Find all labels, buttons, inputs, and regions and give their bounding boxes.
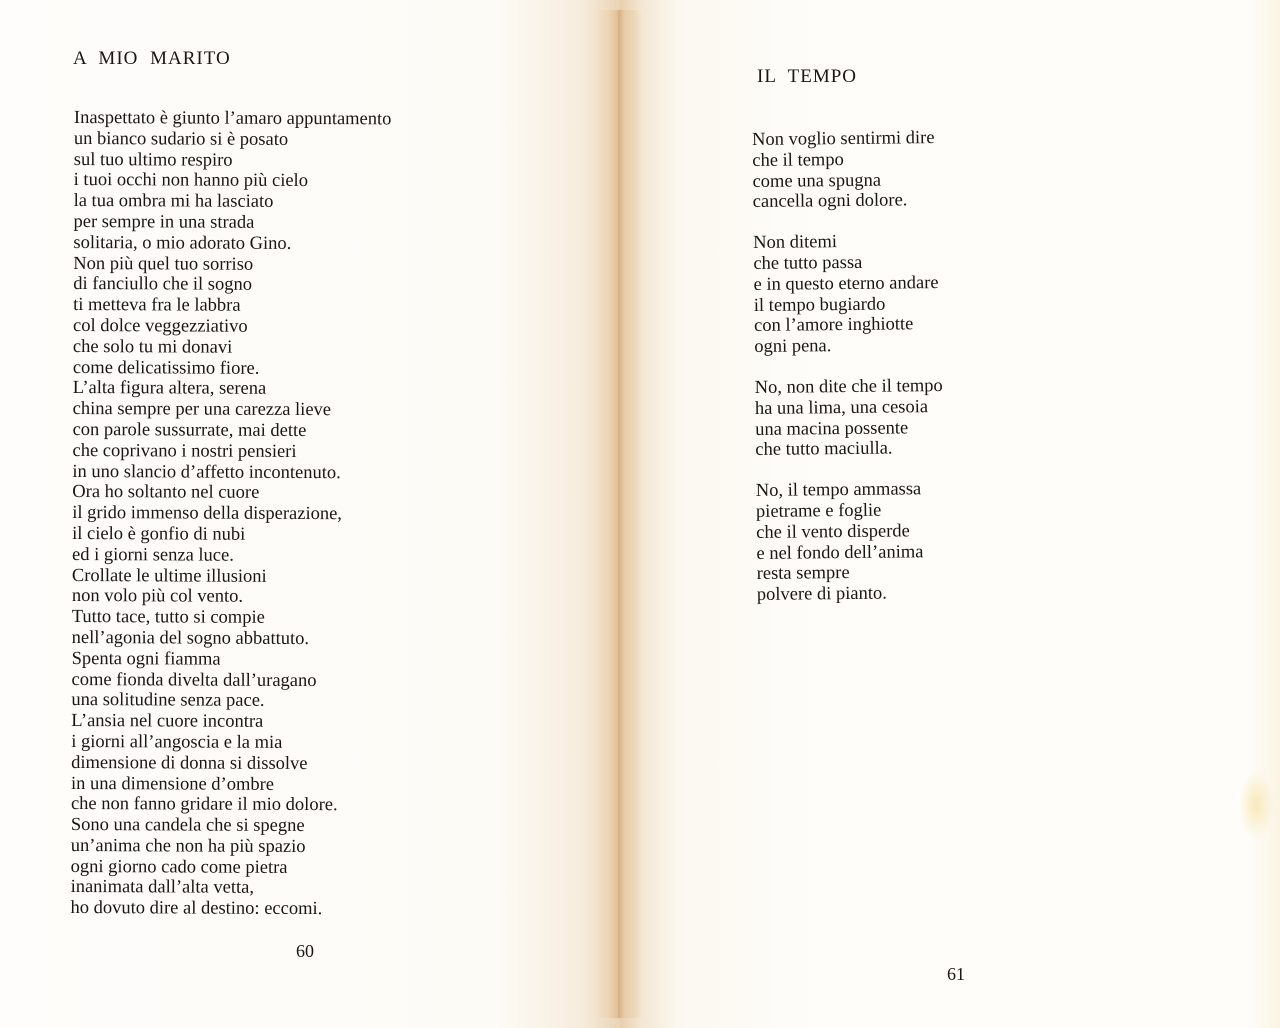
poem-body-right — [752, 128, 945, 626]
poem-line: e in questo eterno andare — [753, 272, 939, 295]
page-number-right: 61 — [947, 964, 965, 984]
page-number-left: 60 — [296, 941, 314, 961]
poem-line: No, il tempo ammassa — [755, 479, 922, 502]
poem-line: Inaspettato è giunto l’amaro appuntamento — [73, 108, 392, 130]
poem-line: ogni giorno cado come pietra — [70, 856, 288, 878]
poem-line: pietrame e foglie — [755, 500, 882, 522]
poem-line: una macina possente — [755, 417, 909, 440]
poem-line: Ora ho soltanto nel cuore — [72, 482, 260, 504]
poem-line: solitaria, o mio adorato Gino. — [73, 232, 292, 254]
poem-line: Tutto tace, tutto si compie — [71, 607, 265, 628]
poem-line: che solo tu mi donavi — [72, 336, 233, 358]
poem-stanza — [755, 376, 944, 461]
left-page — [0, 0, 620, 1028]
poem-line: la tua ombra mi ha lasciato — [73, 191, 274, 213]
poem-line: i giorni all’angoscia e la mia — [71, 731, 283, 753]
poem-line: sul tuo ultimo respiro — [73, 149, 233, 171]
poem-line: Sono una candela che si spegne — [70, 815, 305, 837]
poem-line: come fionda divelta dall’uragano — [71, 669, 317, 691]
right-page — [620, 0, 1280, 1028]
poem-stanza — [752, 128, 941, 213]
poem-line: i tuoi occhi non hanno più cielo — [73, 170, 309, 192]
poem-line: dimensione di donna si dissolve — [71, 752, 308, 774]
poem-line: che tutto maciulla. — [755, 438, 893, 461]
poem-line: di fanciullo che il sogno — [73, 274, 253, 296]
poem-line: col dolce veggezziativo — [73, 315, 248, 337]
poem-line: il cielo è gonfio di nubi — [72, 523, 246, 545]
poem-line: inanimata dall’alta vetta, — [70, 877, 255, 899]
poem-line: che il vento disperde — [756, 521, 910, 543]
poem-line: L’alta figura altera, serena — [72, 378, 267, 400]
poem-line: e nel fondo dell’anima — [756, 541, 924, 564]
poem-line: per sempre in una strada — [73, 211, 255, 233]
poem-line: resta sempre — [756, 563, 850, 585]
poem-title-left: A MIO MARITO — [73, 48, 231, 69]
poem-line: con l’amore inghiotte — [753, 314, 914, 337]
paper-stain — [1238, 770, 1274, 840]
poem-line: ogni pena. — [754, 336, 832, 358]
poem-line: ho dovuto dire al destino: eccomi. — [70, 898, 323, 920]
poem-line: che il tempo — [752, 149, 844, 171]
poem-line: ha una lima, una cesoia — [754, 396, 929, 419]
poem-line: come delicatissimo fiore. — [72, 357, 260, 379]
poem-line: polvere di pianto. — [756, 583, 887, 606]
poem-line: china sempre per una carezza lieve — [72, 399, 332, 421]
poem-line: cancella ogni dolore. — [752, 190, 908, 213]
poem-line: Non più quel tuo sorriso — [73, 253, 254, 275]
poem-line: che tutto passa — [753, 252, 863, 274]
poem-line: ed i giorni senza luce. — [72, 544, 234, 566]
poem-line: ti metteva fra le labbra — [73, 295, 241, 316]
poem-stanza — [753, 231, 942, 358]
poem-line: Non ditemi — [753, 232, 838, 254]
poem-line: un bianco sudario si è posato — [73, 128, 289, 150]
poem-line: che non fanno gridare il mio dolore. — [70, 794, 338, 816]
poem-body-left — [70, 108, 391, 920]
poem-line: L’ansia nel cuore incontra — [71, 711, 264, 732]
poem-line: come una spugna — [752, 170, 882, 192]
poem-line: una solitudine senza pace. — [71, 690, 265, 712]
poem-line: Spenta ogni fiamma — [71, 648, 221, 670]
poem-line: nell’agonia del sogno abbattuto. — [71, 627, 310, 649]
poem-line: in uno slancio d’affetto incontenuto. — [72, 461, 341, 483]
poem-line: il grido immenso della disperazione, — [72, 503, 343, 525]
poem-line: No, non dite che il tempo — [754, 375, 943, 398]
poem-line: con parole sussurrate, mai dette — [72, 419, 307, 441]
poem-line: in una dimensione d’ombre — [71, 773, 275, 795]
poem-line: il tempo bugiardo — [753, 294, 886, 316]
poem-line: che coprivano i nostri pensieri — [72, 440, 297, 462]
poem-line: Non voglio sentirmi dire — [752, 128, 935, 150]
poem-line: Crollate le ultime illusioni — [71, 565, 267, 587]
poem-title-right: IL TEMPO — [757, 66, 858, 87]
poem-line: non volo più col vento. — [71, 586, 244, 608]
poem-stanza — [756, 479, 945, 606]
poem-line: un’anima che non ha più spazio — [70, 835, 306, 857]
gutter-shadow — [618, 10, 624, 1018]
